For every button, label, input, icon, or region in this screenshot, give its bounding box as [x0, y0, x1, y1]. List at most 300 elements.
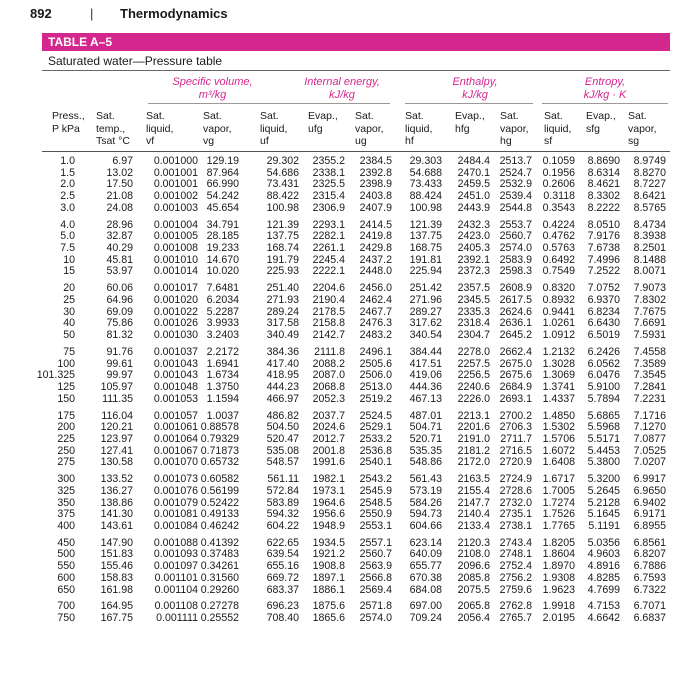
group-internal-energy — [262, 76, 422, 102]
table-cell: 4.7699 — [587, 583, 620, 596]
table-cell: 5.2128 — [587, 496, 620, 509]
table-cell: 0.52422 — [200, 496, 239, 509]
table-cell: 0.2606 — [542, 178, 575, 191]
table-cell: 2533.2 — [359, 432, 392, 445]
table-cell: 147.90 — [100, 536, 133, 549]
table-cell: 2724.9 — [499, 473, 532, 486]
table-cell: 0.001002 — [153, 190, 198, 203]
table-cell: 8.4734 — [633, 218, 666, 231]
table-cell: 1.0261 — [542, 317, 575, 330]
table-cell: 5.2287 — [206, 305, 239, 318]
table-cell: 0.001003 — [153, 201, 198, 214]
table-cell: 419.06 — [409, 369, 442, 382]
table-cell: 444.23 — [266, 380, 299, 393]
table-cell: 2451.0 — [457, 190, 490, 203]
table-cell: 111.35 — [102, 392, 133, 405]
table-cell: 2467.7 — [359, 305, 392, 318]
table-cell: 120.21 — [100, 421, 133, 434]
table-cell: 0.001076 — [153, 484, 198, 497]
table-cell: 1973.1 — [312, 484, 345, 497]
table-cell: 5.2645 — [587, 484, 620, 497]
table-cell: 0.3543 — [542, 201, 575, 214]
table-cell: 1.7005 — [542, 484, 575, 497]
table-cell: 0.4762 — [542, 230, 575, 243]
table-cell: 8.0071 — [633, 265, 666, 278]
table-row — [0, 434, 700, 446]
header-pressure: Press., P kPa — [52, 110, 85, 135]
page-header — [30, 4, 228, 22]
table-cell: 0.001097 — [153, 560, 198, 573]
table-cell: 2459.5 — [457, 178, 490, 191]
group-unit: kJ/kg — [329, 89, 355, 101]
title-divider — [42, 70, 670, 71]
table-cell: 6.9917 — [633, 473, 666, 486]
table-cell: 2544.8 — [499, 201, 532, 214]
table-cell: 2293.1 — [312, 218, 345, 231]
table-cell: 2608.9 — [499, 282, 532, 295]
table-cell: 2065.8 — [457, 600, 490, 613]
group-enthalpy — [412, 76, 538, 102]
table-cell: 271.93 — [266, 293, 299, 306]
table-cell: 8.0510 — [587, 218, 620, 231]
table-row — [0, 573, 700, 585]
table-cell: 73.431 — [266, 178, 299, 191]
table-cell: 640.09 — [409, 548, 442, 561]
table-cell: 25 — [63, 293, 75, 306]
table-cell: 175 — [57, 409, 75, 422]
chapter-title: Thermodynamics — [120, 5, 228, 21]
table-cell: 500 — [57, 548, 75, 561]
table-cell: 1875.6 — [312, 600, 345, 613]
table-cell: 136.27 — [100, 484, 133, 497]
table-cell: 583.89 — [266, 496, 299, 509]
table-cell: 191.81 — [409, 253, 442, 266]
table-cell: 8.6314 — [587, 166, 620, 179]
table-cell: 164.95 — [100, 600, 133, 613]
table-cell: 2306.9 — [312, 201, 345, 214]
table-cell: 2201.6 — [457, 421, 490, 434]
table-cell: 1.6941 — [206, 357, 239, 370]
table-cell: 350 — [57, 496, 75, 509]
table-cell: 594.73 — [409, 508, 442, 521]
table-cell: 2569.4 — [359, 583, 392, 596]
table-cell: 100.98 — [266, 201, 299, 214]
table-cell: 1.6408 — [542, 456, 575, 469]
table-cell: 3.0 — [60, 201, 75, 214]
table-cell: 40 — [63, 317, 75, 330]
table-cell: 7.9073 — [633, 282, 666, 295]
table-cell: 0.46242 — [200, 519, 239, 532]
table-cell: 8.4621 — [587, 178, 620, 191]
table-cell: 2163.5 — [457, 473, 490, 486]
table-cell: 125 — [57, 380, 75, 393]
table-cell: 54.242 — [206, 190, 239, 203]
table-cell: 2675.0 — [499, 357, 532, 370]
table-cell: 2111.8 — [314, 345, 345, 358]
table-cell: 6.0476 — [587, 369, 620, 382]
table-cell: 535.35 — [409, 444, 442, 457]
table-cell: 137.75 — [266, 230, 299, 243]
table-cell: 1.5706 — [542, 432, 575, 445]
table-cell: 1.7274 — [542, 496, 575, 509]
table-cell: 7.2231 — [633, 392, 666, 405]
table-cell: 271.96 — [409, 293, 442, 306]
table-cell: 2636.1 — [499, 317, 532, 330]
group-divider — [148, 103, 276, 104]
table-cell: 2204.6 — [312, 282, 345, 295]
table-cell: 99.61 — [106, 357, 133, 370]
table-cell: 155.46 — [100, 560, 133, 573]
table-cell: 54.686 — [266, 166, 299, 179]
table-cell: 7.8302 — [633, 293, 666, 306]
table-cell: 167.75 — [100, 612, 133, 625]
table-cell: 45.81 — [106, 253, 133, 266]
table-cell: 535.08 — [266, 444, 299, 457]
table-cell: 2560.7 — [499, 230, 532, 243]
table-cell: 129.19 — [206, 155, 239, 167]
table-cell: 69.09 — [106, 305, 133, 318]
table-cell: 0.001079 — [153, 496, 198, 509]
table-cell: 2108.0 — [457, 548, 490, 561]
table-cell: 2392.1 — [457, 253, 490, 266]
table-cell: 2513.7 — [499, 155, 532, 167]
table-cell: 0.001000 — [153, 155, 198, 167]
header-hfg: Evap., hfg — [455, 110, 485, 135]
table-cell: 561.43 — [409, 473, 442, 486]
table-cell: 548.86 — [409, 456, 442, 469]
table-cell: 2392.8 — [359, 166, 392, 179]
table-cell: 2335.3 — [457, 305, 490, 318]
table-cell: 2120.3 — [457, 536, 490, 549]
table-cell: 6.6837 — [633, 612, 666, 625]
table-cell: 7.5 — [60, 242, 75, 254]
table-cell: 2140.4 — [457, 508, 490, 521]
table-cell: 594.32 — [266, 508, 299, 521]
table-cell: 32.87 — [106, 230, 133, 243]
table-cell: 2506.0 — [359, 369, 392, 382]
table-cell: 572.84 — [266, 484, 299, 497]
table-cell: 2560.7 — [359, 548, 392, 561]
table-cell: 709.24 — [409, 612, 442, 625]
table-cell: 7.3545 — [633, 369, 666, 382]
table-cell: 2024.6 — [312, 421, 345, 434]
table-cell: 384.44 — [409, 345, 442, 358]
table-cell: 7.6691 — [633, 317, 666, 330]
table-cell: 604.66 — [409, 519, 442, 532]
table-cell: 0.27278 — [200, 600, 239, 613]
header-separator: | — [90, 5, 94, 21]
table-cell: 5.0356 — [587, 536, 620, 549]
table-cell: 2278.0 — [457, 345, 490, 358]
table-cell: 1982.1 — [312, 473, 345, 486]
table-cell: 0.001088 — [153, 536, 198, 549]
table-cell: 2085.8 — [457, 571, 490, 584]
table-cell: 29.302 — [266, 155, 299, 167]
table-cell: 2304.7 — [457, 329, 490, 341]
table-cell: 2553.1 — [359, 519, 392, 532]
table-cell: 604.22 — [266, 519, 299, 532]
table-cell: 161.98 — [100, 583, 133, 596]
column-headers — [0, 110, 700, 160]
table-cell: 64.96 — [106, 293, 133, 306]
table-cell: 0.001020 — [153, 293, 198, 306]
table-cell: 19.233 — [206, 242, 239, 254]
table-cell: 2355.2 — [312, 155, 345, 167]
table-cell: 655.77 — [409, 560, 442, 573]
table-cell: 669.72 — [266, 571, 299, 584]
table-cell: 1.6734 — [206, 369, 239, 382]
table-cell: 2583.9 — [499, 253, 532, 266]
table-cell: 4.8916 — [587, 560, 620, 573]
table-cell: 2484.4 — [457, 155, 490, 167]
group-label: Specific volume, — [172, 76, 253, 88]
table-cell: 0.001081 — [153, 508, 198, 521]
table-cell: 2448.0 — [359, 265, 392, 278]
table-cell: 7.4558 — [633, 345, 666, 358]
table-cell: 5.1645 — [587, 508, 620, 521]
group-unit: kJ/kg · K — [583, 89, 627, 101]
table-cell: 2711.7 — [500, 432, 532, 445]
table-cell: 2553.7 — [499, 218, 532, 231]
table-cell: 2566.8 — [359, 571, 392, 584]
table-cell: 127.41 — [100, 444, 133, 457]
table-cell: 655.16 — [266, 560, 299, 573]
table-cell: 2728.6 — [499, 484, 532, 497]
table-cell: 0.001067 — [153, 444, 198, 457]
table-row — [0, 457, 700, 469]
header-hg: Sat. vapor, hg — [500, 110, 529, 147]
header-ug: Sat. vapor, ug — [355, 110, 384, 147]
table-cell: 251.40 — [266, 282, 299, 295]
table-cell: 375 — [57, 508, 75, 521]
table-cell: 2759.6 — [499, 583, 532, 596]
table-cell: 88.422 — [266, 190, 299, 203]
table-cell: 225.94 — [409, 265, 442, 278]
table-cell: 45.654 — [206, 201, 239, 214]
table-cell: 6.7071 — [633, 600, 666, 613]
table-cell: 116.04 — [101, 409, 133, 422]
table-cell: 0.001004 — [153, 218, 198, 231]
table-cell: 444.36 — [409, 380, 442, 393]
table-cell: 1964.6 — [312, 496, 345, 509]
table-cell: 0.001037 — [153, 345, 198, 358]
table-cell: 15 — [63, 265, 75, 278]
table-cell: 0.001030 — [153, 329, 198, 341]
table-cell: 0.001010 — [153, 253, 198, 266]
table-cell: 317.62 — [409, 317, 442, 330]
table-cell: 0.001061 — [153, 421, 198, 434]
table-cell: 2617.5 — [499, 293, 532, 306]
header-sfg: Evap., sfg — [586, 110, 616, 135]
table-cell: 550 — [57, 560, 75, 573]
table-cell: 2505.6 — [359, 357, 392, 370]
table-cell: 1.8604 — [542, 548, 575, 561]
table-cell: 708.40 — [266, 612, 299, 625]
table-cell: 2087.0 — [312, 369, 345, 382]
table-cell: 133.52 — [100, 473, 133, 486]
table-cell: 0.65732 — [200, 456, 239, 469]
table-cell: 2574.0 — [499, 242, 532, 254]
table-cell: 2765.7 — [499, 612, 532, 625]
table-subtitle: Saturated water—Pressure table — [48, 54, 223, 68]
group-divider — [542, 103, 668, 104]
table-cell: 2158.8 — [312, 317, 345, 330]
table-row — [0, 243, 700, 255]
table-cell: 6.7886 — [633, 560, 666, 573]
table-row — [0, 486, 700, 498]
table-cell: 0.8932 — [542, 293, 575, 306]
table-cell: 2226.0 — [457, 392, 490, 405]
header-sg: Sat. vapor, sg — [628, 110, 657, 147]
table-cell: 2.0195 — [542, 612, 575, 625]
table-cell: 2524.7 — [499, 166, 532, 179]
table-cell: 417.51 — [409, 357, 442, 370]
table-cell: 2001.8 — [312, 444, 345, 457]
table-cell: 2372.3 — [457, 265, 490, 278]
table-cell: 2088.2 — [312, 357, 345, 370]
table-cell: 1908.8 — [312, 560, 345, 573]
table-body — [0, 156, 700, 625]
table-cell: 289.24 — [266, 305, 299, 318]
table-cell: 2384.5 — [359, 155, 392, 167]
table-cell: 487.01 — [409, 409, 442, 422]
table-cell: 2423.0 — [457, 230, 490, 243]
table-cell: 1.3741 — [542, 380, 575, 393]
table-cell: 6.8955 — [633, 519, 666, 532]
table-cell: 7.3589 — [633, 357, 666, 370]
table-cell: 6.7593 — [633, 571, 666, 584]
table-row — [0, 330, 700, 342]
table-cell: 123.97 — [100, 432, 133, 445]
table-cell: 17.50 — [106, 178, 133, 191]
table-cell: 8.2501 — [633, 242, 666, 254]
header-uf: Sat. liquid, uf — [260, 110, 288, 147]
table-cell: 317.58 — [266, 317, 299, 330]
table-cell: 2735.1 — [499, 508, 532, 521]
table-cell: 2357.5 — [457, 282, 490, 295]
table-cell: 7.0752 — [587, 282, 620, 295]
table-cell: 750 — [57, 612, 75, 625]
table-cell: 1.7765 — [542, 519, 575, 532]
header-vf: Sat. liquid, vf — [146, 110, 174, 147]
table-cell: 75 — [63, 345, 75, 358]
table-cell: 7.2841 — [633, 380, 666, 393]
table-cell: 275 — [57, 456, 75, 469]
header-sf: Sat. liquid, sf — [544, 110, 572, 147]
group-divider — [262, 103, 390, 104]
table-cell: 81.32 — [106, 329, 133, 341]
table-cell: 0.001057 — [153, 409, 198, 422]
table-cell: 29.303 — [409, 155, 442, 167]
table-cell: 0.001026 — [153, 317, 198, 330]
table-cell: 0.3118 — [543, 190, 575, 203]
table-cell: 4.7153 — [587, 600, 620, 613]
table-cell: 7.6738 — [587, 242, 620, 254]
table-cell: 1991.6 — [312, 456, 345, 469]
table-cell: 2496.1 — [359, 345, 392, 358]
table-cell: 88.424 — [409, 190, 442, 203]
table-cell: 2245.4 — [312, 253, 345, 266]
table-cell: 2645.2 — [499, 329, 532, 341]
header-divider — [42, 151, 670, 152]
table-cell: 75.86 — [106, 317, 133, 330]
table-cell: 2261.1 — [312, 242, 345, 254]
table-title-bar — [42, 33, 670, 51]
table-cell: 1956.6 — [312, 508, 345, 521]
table-cell: 87.964 — [206, 166, 239, 179]
table-cell: 0.001001 — [153, 166, 198, 179]
table-cell: 6.9370 — [587, 293, 620, 306]
table-cell: 2539.4 — [499, 190, 532, 203]
table-cell: 7.6481 — [206, 282, 239, 295]
table-cell: 2536.8 — [359, 444, 392, 457]
table-cell: 2037.7 — [312, 409, 345, 422]
table-cell: 1921.2 — [312, 548, 345, 561]
table-cell: 2407.9 — [359, 201, 392, 214]
table-cell: 6.0562 — [587, 357, 620, 370]
table-cell: 1.4337 — [542, 392, 575, 405]
table-cell: 466.97 — [266, 392, 299, 405]
table-cell: 143.61 — [100, 519, 133, 532]
table-cell: 2706.3 — [499, 421, 532, 434]
table-row — [0, 521, 700, 533]
table-cell: 6.8561 — [633, 536, 666, 549]
table-cell: 2414.5 — [359, 218, 392, 231]
table-cell: 1.4850 — [542, 409, 575, 422]
table-cell: 2213.1 — [457, 409, 490, 422]
table-cell: 100 — [57, 357, 75, 370]
table-cell: 5.5171 — [587, 432, 620, 445]
table-cell: 7.5931 — [633, 329, 666, 341]
table-cell: 6.5019 — [587, 329, 620, 341]
group-divider — [405, 103, 533, 104]
table-cell: 91.76 — [106, 345, 133, 358]
table-cell: 0.41392 — [200, 536, 239, 549]
table-cell: 1.9918 — [542, 600, 575, 613]
table-cell: 0.1956 — [542, 166, 575, 179]
table-cell: 1948.9 — [312, 519, 345, 532]
table-cell: 1.0 — [60, 155, 75, 167]
table-cell: 2762.8 — [499, 600, 532, 613]
table-cell: 225 — [57, 432, 75, 445]
table-cell: 0.001070 — [153, 456, 198, 469]
table-cell: 40.29 — [106, 242, 133, 254]
table-cell: 561.11 — [267, 473, 299, 486]
table-cell: 2256.5 — [457, 369, 490, 382]
table-cell: 0.001008 — [153, 242, 198, 254]
table-cell: 504.71 — [409, 421, 442, 434]
table-cell: 1.2132 — [542, 345, 575, 358]
group-label: Enthalpy, — [452, 76, 498, 88]
table-cell: 13.02 — [106, 166, 133, 179]
table-cell: 2476.3 — [359, 317, 392, 330]
table-cell: 7.0877 — [633, 432, 666, 445]
table-cell: 6.6430 — [587, 317, 620, 330]
table-cell: 168.75 — [409, 242, 442, 254]
table-cell: 0.001005 — [153, 230, 198, 243]
table-cell: 700 — [57, 600, 75, 613]
table-cell: 30 — [63, 305, 75, 318]
table-cell: 2398.9 — [359, 178, 392, 191]
table-cell: 2338.1 — [312, 166, 345, 179]
table-cell: 0.001001 — [153, 178, 198, 191]
table-cell: 0.001093 — [153, 548, 198, 561]
table-cell: 0.001104 — [154, 583, 198, 596]
table-cell: 670.38 — [409, 571, 442, 584]
table-cell: 0.001017 — [153, 282, 198, 295]
table-cell: 1.6072 — [542, 444, 575, 457]
table-cell: 2720.9 — [499, 456, 532, 469]
